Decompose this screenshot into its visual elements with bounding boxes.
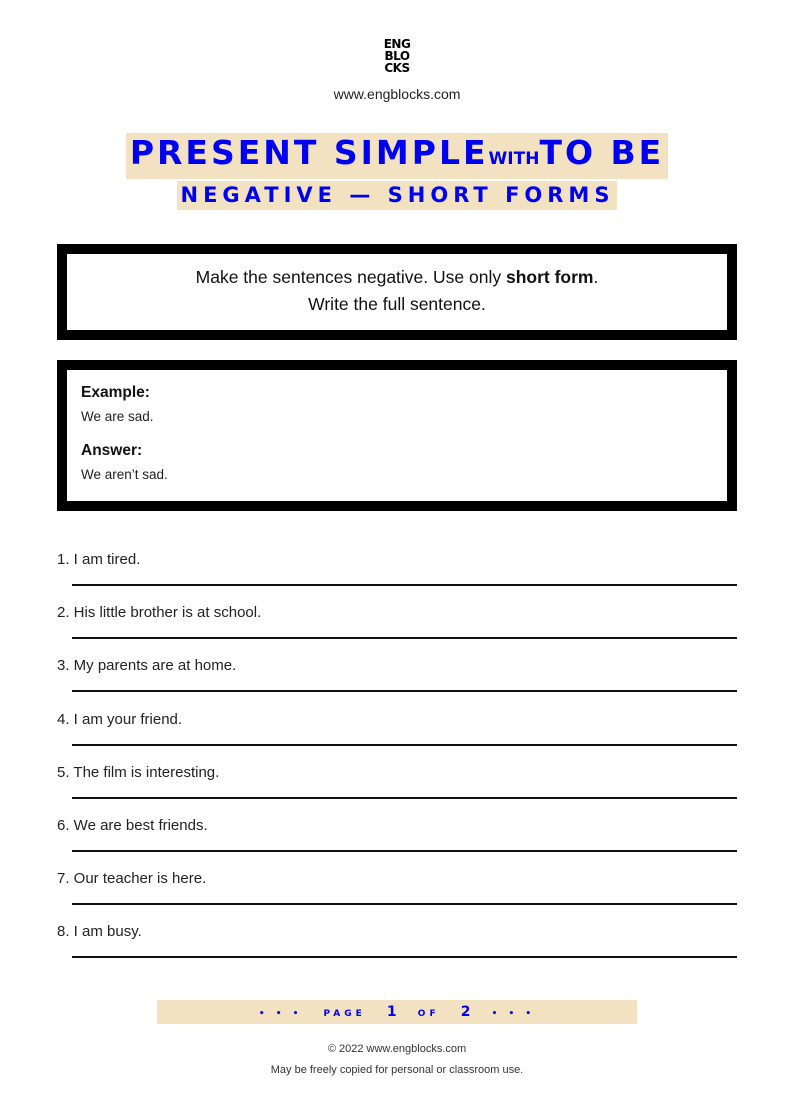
- exercise-item: [57, 869, 737, 899]
- exercise-prompt: 6. We are best friends.: [57, 817, 208, 834]
- instructions-line-1: [67, 264, 727, 291]
- answer-line[interactable]: [72, 903, 737, 905]
- page-indicator: [157, 1000, 637, 1024]
- instructions-prefix: Make the sentences negative. Use only: [195, 267, 506, 287]
- exercise-item: [57, 763, 737, 793]
- answer-line[interactable]: [72, 584, 737, 586]
- dots-left: • • •: [258, 1009, 303, 1019]
- exercise-item: [57, 816, 737, 846]
- exercise-prompt: 2. His little brother is at school.: [57, 604, 262, 621]
- answer-line[interactable]: [72, 690, 737, 692]
- exercise-item: [57, 603, 737, 633]
- exercise-item: [57, 710, 737, 740]
- instructions-box: [57, 244, 737, 340]
- exercise-prompt: 8. I am busy.: [57, 923, 142, 940]
- license-text: May be freely copied for personal or classroom use.: [270, 1064, 524, 1076]
- exercise-prompt: 5. The film is interesting.: [57, 764, 220, 781]
- exercise-item: [57, 550, 737, 580]
- title-part-1: PRESENT SIMPLE: [129, 133, 489, 172]
- example-text: We are sad.: [81, 409, 154, 424]
- title-connector: WITH: [488, 149, 540, 169]
- instructions-line-2: Write the full sentence.: [308, 294, 486, 314]
- answer-text: We aren’t sad.: [81, 467, 168, 482]
- dots-right: • • •: [491, 1009, 536, 1019]
- title-part-2: TO BE: [539, 133, 665, 172]
- of-word: OF: [417, 1009, 440, 1019]
- site-url[interactable]: www.engblocks.com: [333, 86, 461, 102]
- exercise-item: [57, 656, 737, 686]
- page-total: 2: [460, 1004, 471, 1020]
- instructions-suffix: .: [593, 267, 599, 287]
- worksheet-title: [126, 133, 668, 179]
- answer-line[interactable]: [72, 956, 737, 958]
- answer-line[interactable]: [72, 637, 737, 639]
- example-box: [57, 360, 737, 511]
- logo-line-1: ENG: [383, 37, 411, 51]
- exercise-prompt: 7. Our teacher is here.: [57, 870, 207, 887]
- worksheet-subtitle: NEGATIVE — SHORT FORMS: [177, 181, 618, 210]
- engblocks-logo: [0, 38, 794, 74]
- exercise-prompt: 4. I am your friend.: [57, 711, 183, 728]
- exercise-prompt: 3. My parents are at home.: [57, 657, 237, 674]
- page-word: PAGE: [323, 1009, 366, 1019]
- answer-line[interactable]: [72, 850, 737, 852]
- logo-line-3: CKS: [384, 61, 410, 75]
- page-number: 1: [386, 1004, 397, 1020]
- answer-label: Answer:: [81, 442, 143, 459]
- logo-line-2: BLO: [384, 49, 410, 63]
- copyright-text: © 2022 www.engblocks.com: [327, 1043, 467, 1055]
- exercise-item: [57, 922, 737, 952]
- answer-line[interactable]: [72, 797, 737, 799]
- instructions-bold: short form: [505, 267, 594, 287]
- example-label: Example:: [81, 384, 150, 401]
- subtitle-row: [0, 181, 794, 210]
- exercise-prompt: 1. I am tired.: [57, 551, 141, 568]
- title-row: [0, 133, 794, 179]
- answer-line[interactable]: [72, 744, 737, 746]
